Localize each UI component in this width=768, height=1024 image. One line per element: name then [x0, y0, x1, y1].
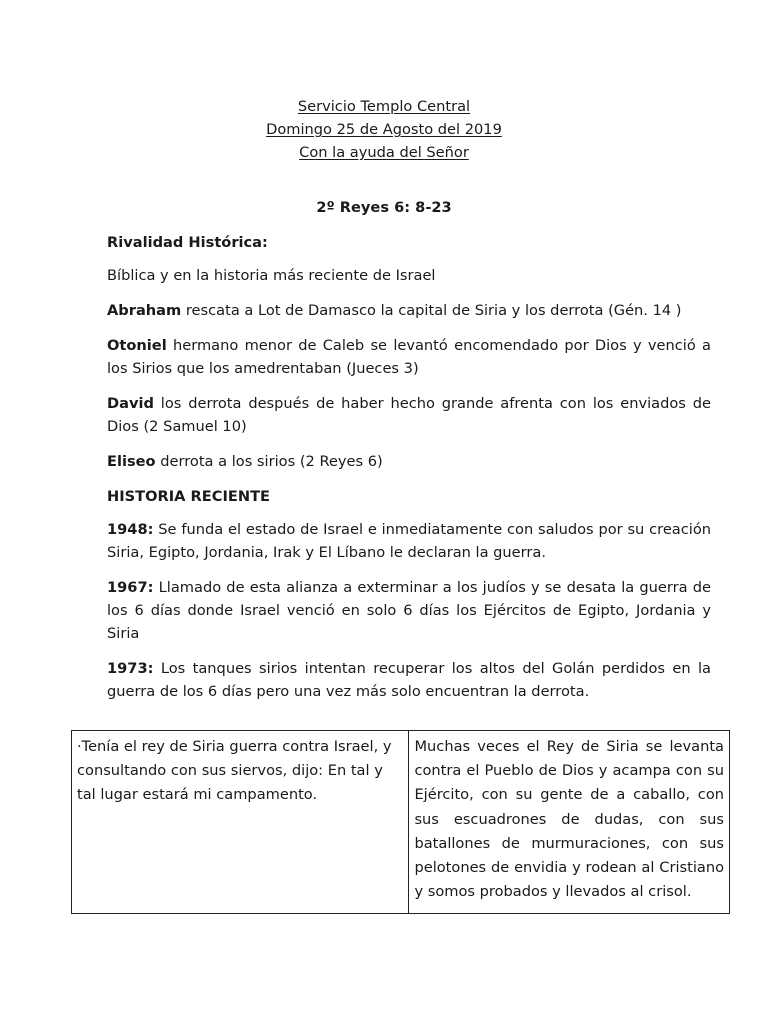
rivalry-item-text: derrota a los sirios (2 Reyes 6) — [155, 453, 383, 470]
document-header — [0, 95, 768, 164]
section-heading-recent-history — [107, 485, 711, 508]
rivalry-item-name: David — [107, 395, 154, 412]
rivalry-item-name: Abraham — [107, 302, 182, 319]
service-blessing: Con la ayuda del Señor — [299, 144, 469, 161]
history-item-year: 1948: — [107, 521, 154, 538]
section-heading-text: Rivalidad Histórica: — [107, 234, 268, 251]
service-date: Domingo 25 de Agosto del 2019 — [266, 121, 502, 138]
rivalry-item — [107, 392, 711, 438]
history-item-text: Los tanques sirios intentan recuperar los altos del Golán perdidos en la guerra de los 6 días pero una vez más solo encuentran la derrota. — [107, 660, 711, 700]
history-item-year: 1967: — [107, 579, 154, 596]
rivalry-item-text: hermano menor de Caleb se levantó encomendado por Dios y venció a los Sirios que los amedrentaban (Jueces 3) — [107, 337, 711, 377]
table-cell-application: Muchas veces el Rey de Siria se levanta contra el Pueblo de Dios y acampa con su Ejército, con su gente de a caballo, con sus escuadrones de dudas, con sus batallones de murmuraciones, con sus pelotones de envidia y rodean al Cristiano y somos probados y llevados al crisol. — [409, 731, 730, 914]
table-cell-scripture: ·Tenía el rey de Siria guerra contra Israel, y consultando con sus siervos, dijo: En tal y tal lugar estará mi campamento. — [72, 731, 409, 914]
rivalry-item-name: Otoniel — [107, 337, 167, 354]
history-item-year: 1973: — [107, 660, 154, 677]
rivalry-item — [107, 299, 711, 322]
comparison-table — [71, 730, 730, 914]
history-item-text: Se funda el estado de Israel e inmediatamente con saludos por su creación Siria, Egipto, Jordania, Irak y El Líbano le declaran la guerra. — [107, 521, 711, 561]
section-heading-text: HISTORIA RECIENTE — [107, 488, 271, 505]
section-heading-rivalry — [107, 231, 711, 254]
rivalry-item-text: los derrota después de haber hecho grande afrenta con los enviados de Dios (2 Samuel 10) — [107, 395, 711, 435]
history-item-text: Llamado de esta alianza a exterminar a los judíos y se desata la guerra de los 6 días donde Israel venció en solo 6 días los Ejércitos de Egipto, Jordania y Siria — [107, 579, 711, 642]
history-item — [107, 518, 711, 564]
rivalry-item — [107, 334, 711, 380]
section-intro: Bíblica y en la historia más reciente de Israel — [107, 267, 436, 284]
rivalry-item — [107, 450, 711, 473]
document-body — [107, 231, 711, 715]
rivalry-item-text: rescata a Lot de Damasco la capital de Siria y los derrota (Gén. 14 ) — [181, 302, 682, 319]
rivalry-item-name: Eliseo — [107, 453, 156, 470]
service-title: Servicio Templo Central — [297, 98, 471, 115]
scripture-reference: 2º Reyes 6: 8-23 — [316, 199, 452, 216]
history-item — [107, 576, 711, 645]
history-item — [107, 657, 711, 703]
table-row — [72, 731, 730, 914]
